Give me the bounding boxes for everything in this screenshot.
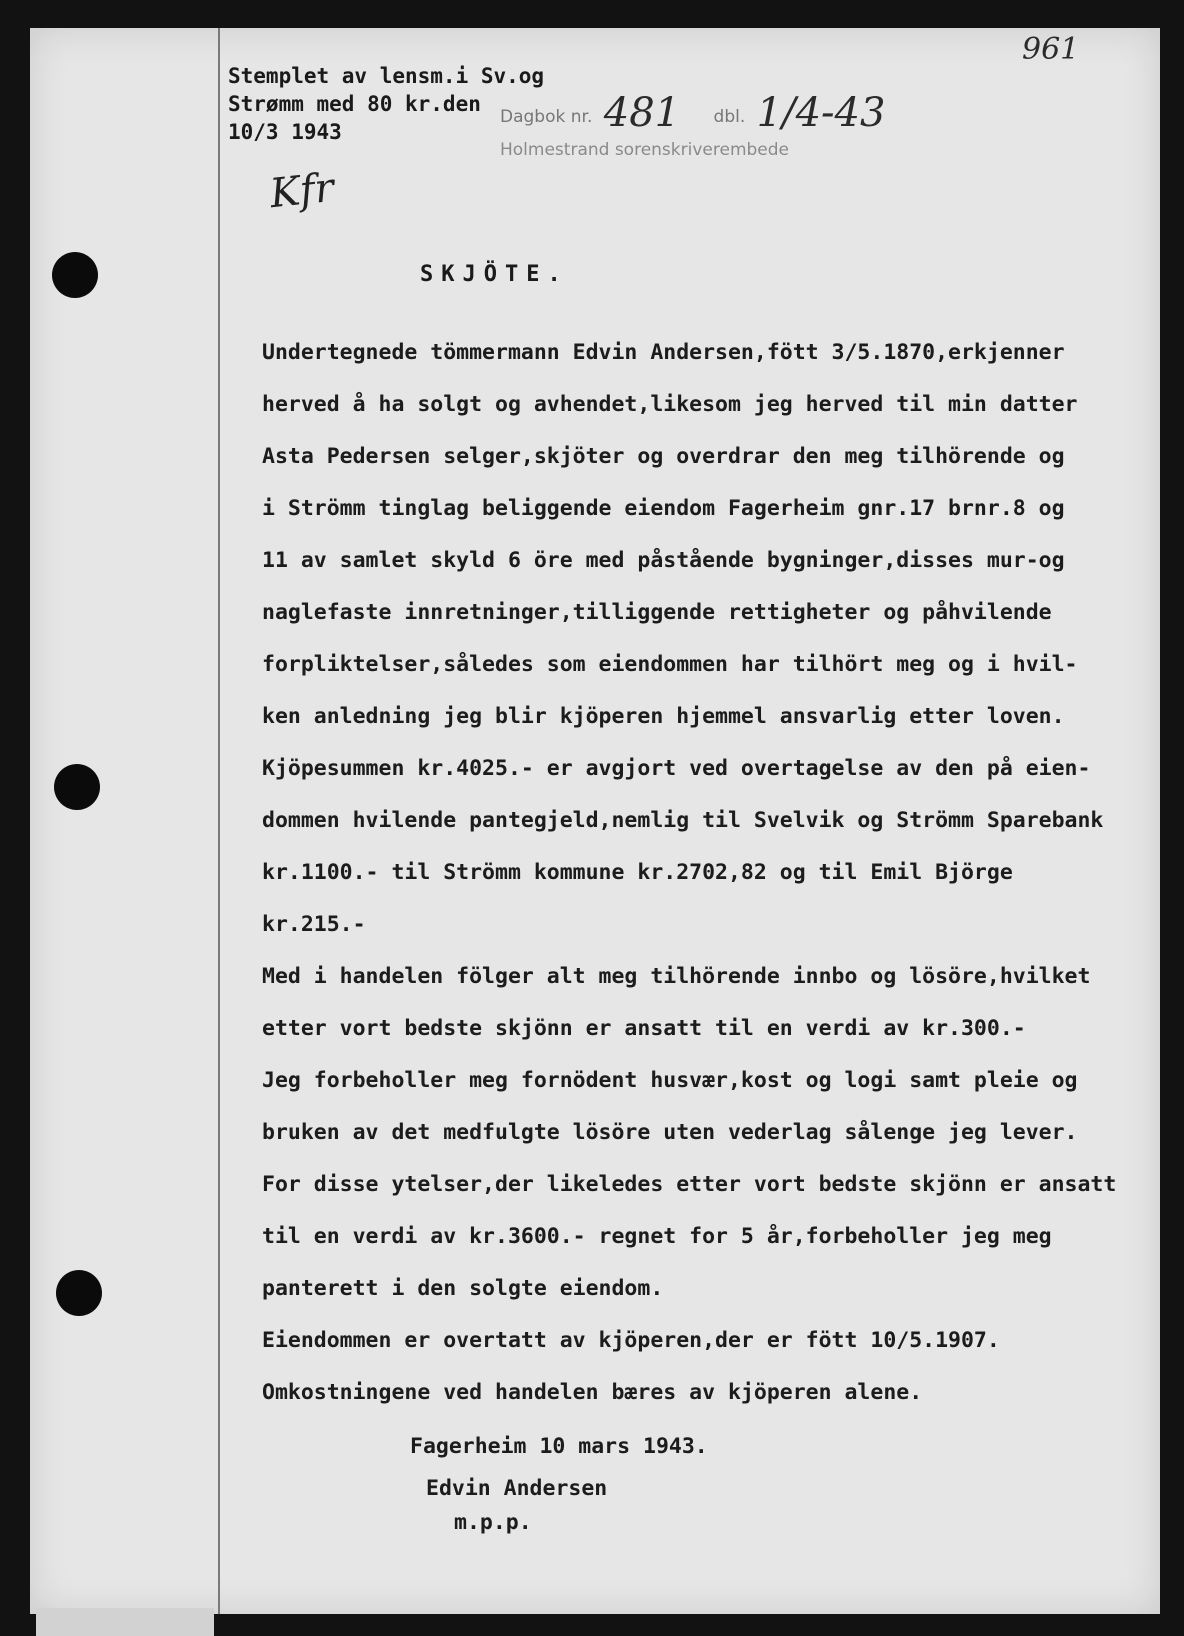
body-line: Jeg forbeholler meg fornödent husvær,kost og logi samt pleie og (262, 1068, 1078, 1093)
body-line: Undertegnede tömmermann Edvin Andersen,fött 3/5.1870,erkjenner (262, 340, 1065, 365)
body-line: ken anledning jeg blir kjöperen hjemmel ansvarlig etter loven. (262, 704, 1065, 729)
body-line: Eiendommen er overtatt av kjöperen,der er fött 10/5.1907. (262, 1328, 1000, 1353)
body-line: For disse ytelser,der likeledes etter vort bedste skjönn er ansatt (262, 1172, 1117, 1197)
body-line: naglefaste innretninger,tilliggende rettigheter og påhvilende (262, 600, 1052, 625)
margin-rule (218, 28, 220, 1614)
registry-line (500, 86, 886, 136)
body-line: i Strömm tinglag beliggende eiendom Fagerheim gnr.17 brnr.8 og (262, 496, 1065, 521)
dbl-label: dbl. (713, 107, 746, 127)
handwritten-initials: Kfr (267, 164, 337, 218)
body-line: etter vort bedste skjönn er ansatt til en verdi av kr.300.- (262, 1016, 1026, 1041)
signatory-mpp: m.p.p. (454, 1510, 532, 1535)
stamp-note (228, 62, 544, 146)
body-line: forpliktelser,således som eiendommen har tilhört meg og i hvil- (262, 652, 1078, 677)
body-line: bruken av det medfulgte lösöre uten vederlag sålenge jeg lever. (262, 1120, 1078, 1145)
punch-hole-middle (54, 764, 100, 810)
document-title: SKJÖTE. (420, 262, 569, 287)
body-line: kr.215.- (262, 912, 366, 937)
body-line: 11 av samlet skyld 6 öre med påstående bygninger,disses mur-og (262, 548, 1065, 573)
body-line: til en verdi av kr.3600.- regnet for 5 år,forbeholler jeg meg (262, 1224, 1052, 1249)
punch-hole-bottom (56, 1270, 102, 1316)
closing-place-date: Fagerheim 10 mars 1943. (410, 1434, 708, 1459)
signatory-name: Edvin Andersen (426, 1476, 608, 1501)
body-line: Asta Pedersen selger,skjöter og overdrar den meg tilhörende og (262, 444, 1065, 469)
body-line: herved å ha solgt og avhendet,likesom jeg herved til min datter (262, 392, 1078, 417)
scan-edge-strip (36, 1608, 214, 1636)
registry-date: 1/4-43 (756, 90, 886, 136)
stamp-line: 10/3 1943 (228, 120, 342, 144)
body-line: Med i handelen fölger alt meg tilhörende innbo og lösöre,hvilket (262, 964, 1091, 989)
punch-hole-top (52, 252, 98, 298)
body-line: kr.1100.- til Strömm kommune kr.2702,82 og til Emil Björge (262, 860, 1013, 885)
deed-body (262, 340, 1142, 1432)
page-number: 961 (1022, 32, 1080, 67)
stamp-line: Stemplet av lensm.i Sv.og (228, 64, 545, 88)
dagbok-number: 481 (603, 90, 681, 136)
dagbok-label: Dagbok nr. (500, 107, 593, 127)
stamp-line: Strømm med 80 kr.den (228, 92, 481, 116)
body-line: dommen hvilende pantegjeld,nemlig til Svelvik og Strömm Sparebank (262, 808, 1104, 833)
office-stamp: Holmestrand sorenskriverembede (500, 140, 789, 160)
body-line: panterett i den solgte eiendom. (262, 1276, 664, 1301)
body-line: Omkostningene ved handelen bæres av kjöperen alene. (262, 1380, 923, 1405)
body-line: Kjöpesummen kr.4025.- er avgjort ved overtagelse av den på eien- (262, 756, 1091, 781)
